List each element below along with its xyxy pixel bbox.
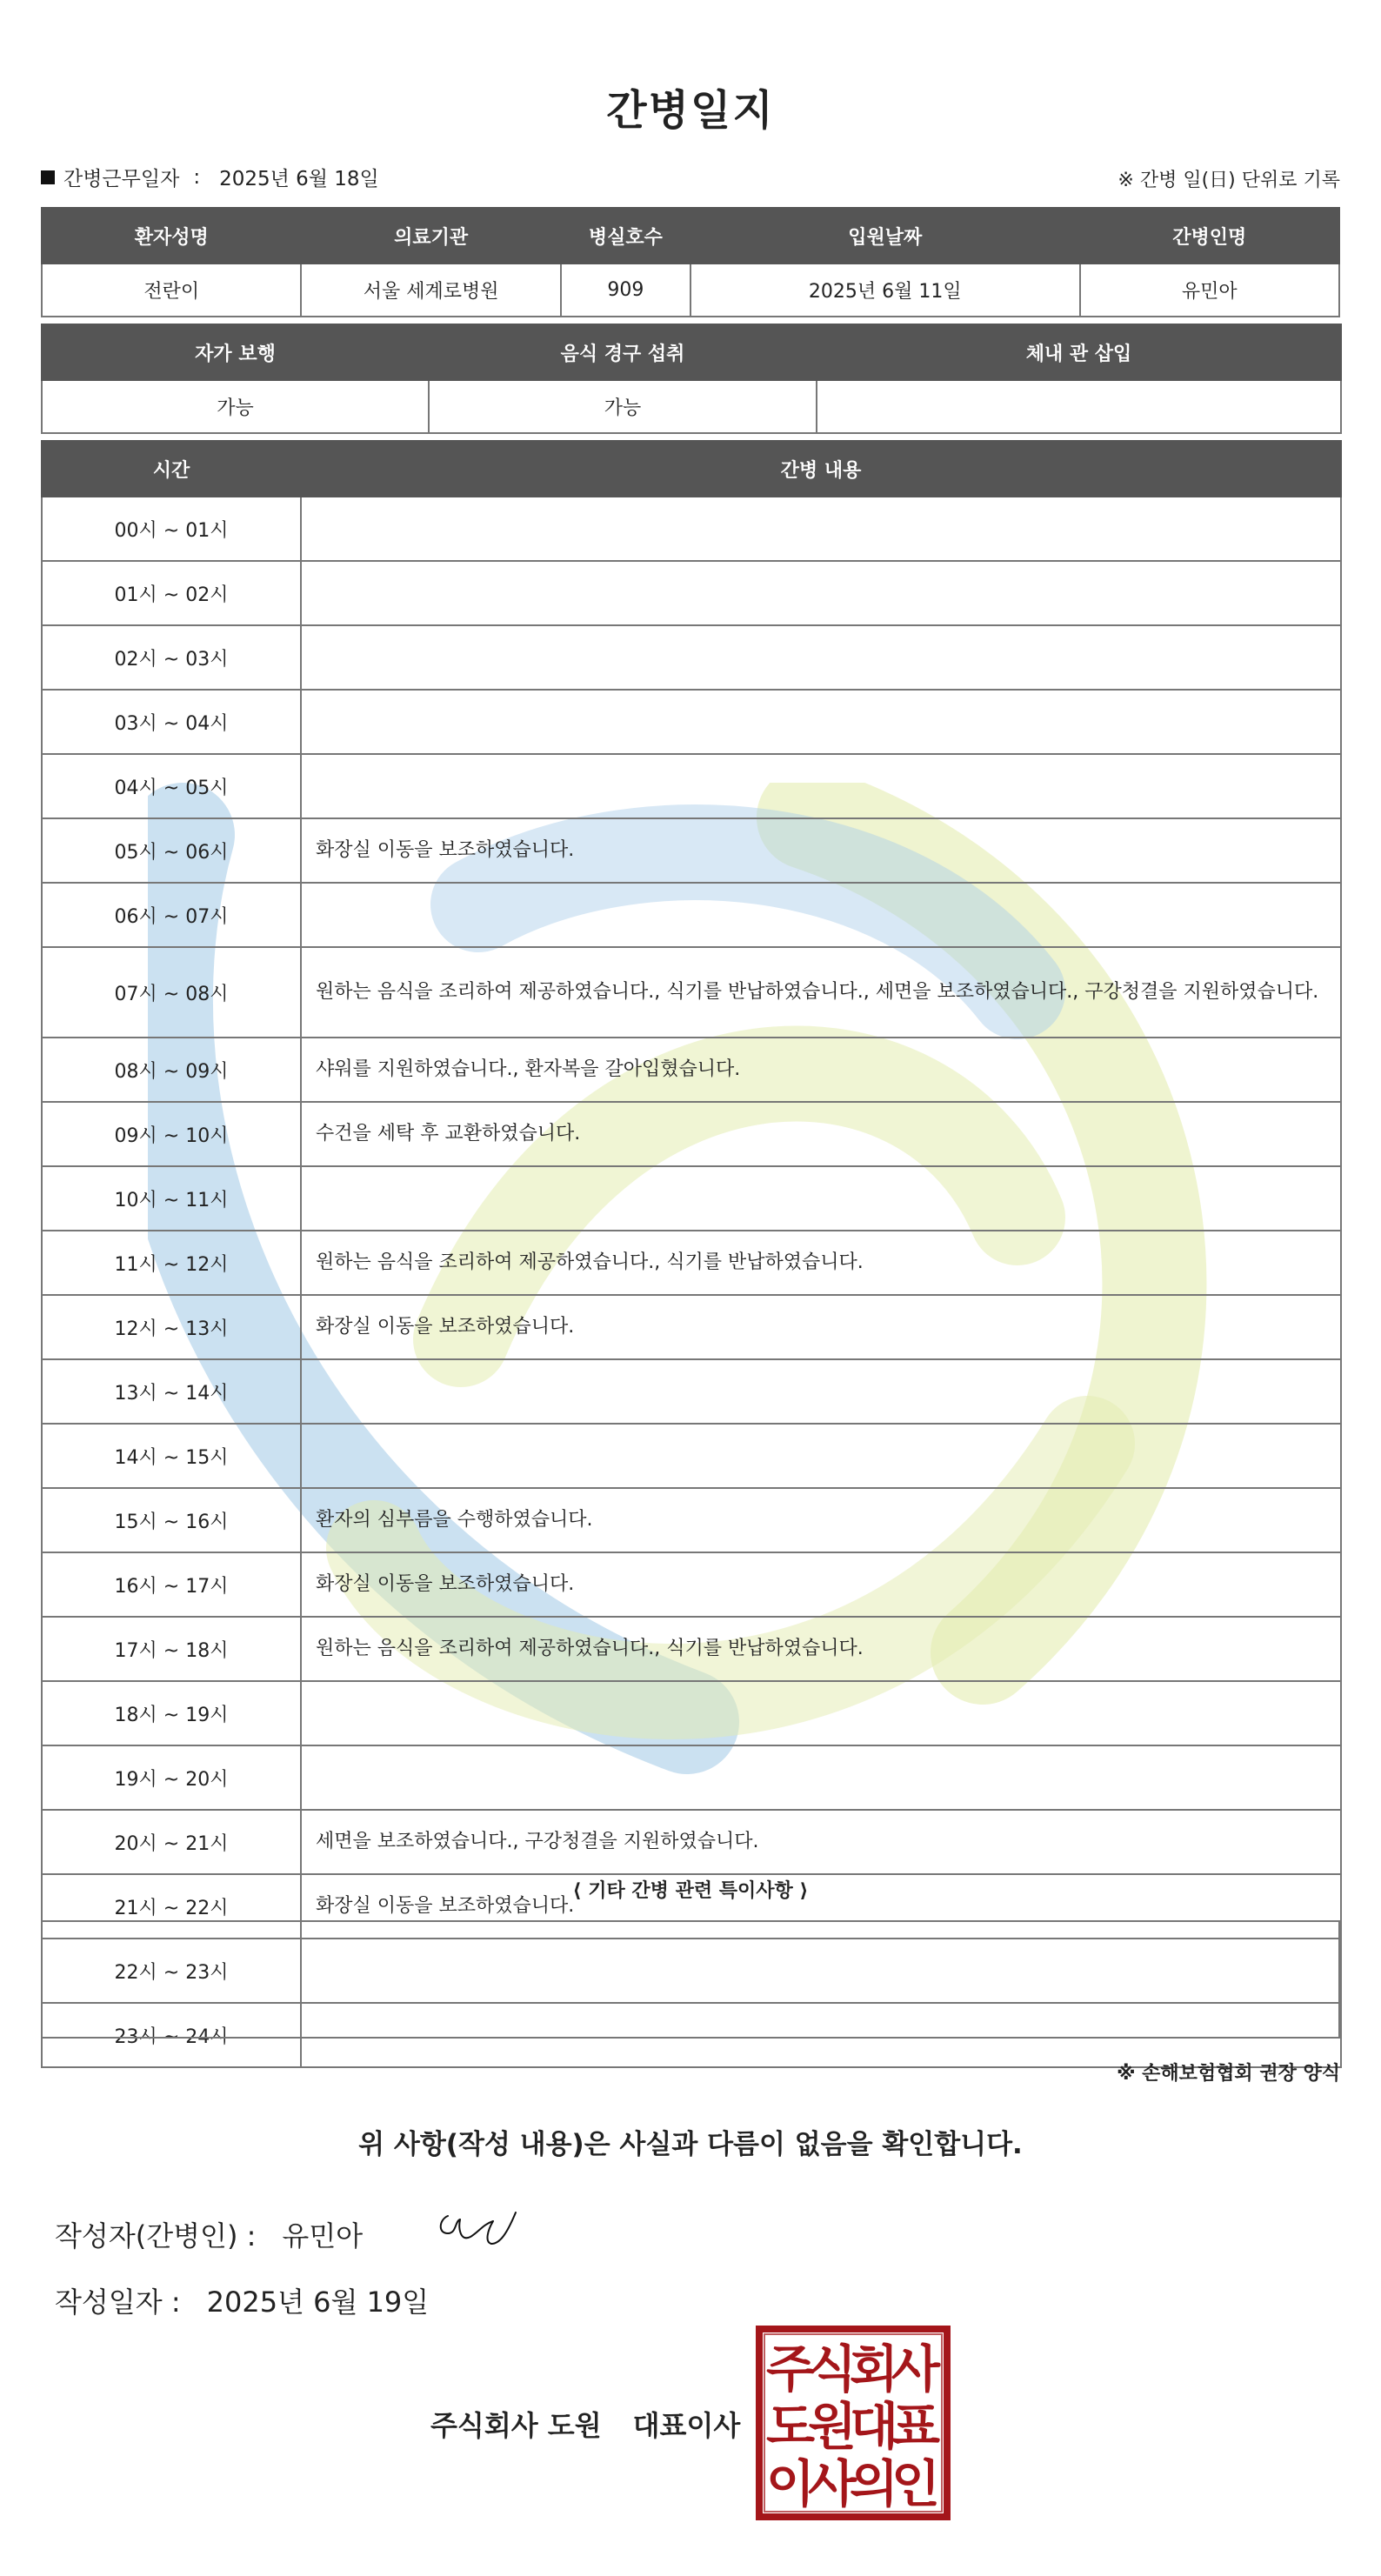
patient-info-table (41, 207, 1340, 317)
care-log-time: 13시 ~ 14시 (42, 1359, 301, 1424)
seal-glyph: 사 (807, 2454, 857, 2513)
caregiver-name: 유민아 (1080, 264, 1339, 317)
header-care-content: 간병 내용 (301, 441, 1341, 497)
care-log-time: 23시 ~ 24시 (42, 2003, 301, 2067)
seal-glyph: 의 (849, 2454, 899, 2513)
ceo-title: 대표이사 (632, 2409, 741, 2442)
care-log-content: 화장실 이동을 보조하였습니다. (301, 1552, 1341, 1617)
hospital-name: 서울 세계로병원 (301, 264, 560, 317)
seal-glyph: 도 (765, 2397, 816, 2456)
writer-name: 유민아 (282, 2219, 364, 2252)
care-log-row (42, 1102, 1341, 1166)
oral-intake-value: 가능 (429, 380, 817, 433)
confirmation-statement: 위 사항(작성 내용)은 사실과 다름이 없음을 확인합니다. (358, 2129, 1023, 2160)
company-signature-line (430, 2404, 740, 2444)
work-date-separator: : (193, 165, 201, 189)
tube-insertion-value (817, 380, 1341, 433)
room-number: 909 (561, 264, 690, 317)
care-log-row (42, 818, 1341, 883)
header-hospital: 의료기관 (301, 208, 560, 264)
care-log-content (301, 754, 1341, 818)
care-log-row (42, 754, 1341, 818)
care-log-time: 07시 ~ 08시 (42, 947, 301, 1038)
header-time: 시간 (42, 441, 301, 497)
patient-status-table (41, 324, 1342, 434)
work-date-value: 2025년 6월 18일 (219, 168, 379, 190)
care-log-row (42, 883, 1341, 947)
written-date-value: 2025년 6월 19일 (206, 2286, 430, 2319)
care-log-content (301, 1681, 1341, 1745)
header-oral-intake: 음식 경구 섭취 (429, 324, 817, 380)
header-room-number: 병실호수 (561, 208, 690, 264)
document-title: 간병일지 (606, 86, 775, 135)
care-log-time: 22시 ~ 23시 (42, 1939, 301, 2003)
seal-glyph: 원 (807, 2397, 857, 2456)
care-log-rows (42, 497, 1341, 2067)
admission-date: 2025년 6월 11일 (690, 264, 1080, 317)
care-log-time: 04시 ~ 05시 (42, 754, 301, 818)
care-log-content (301, 1424, 1341, 1488)
care-log-time: 02시 ~ 03시 (42, 625, 301, 690)
care-log-content: 환자의 심부름을 수행하였습니다. (301, 1488, 1341, 1552)
care-log-time: 16시 ~ 17시 (42, 1552, 301, 1617)
care-log-time: 01시 ~ 02시 (42, 561, 301, 625)
care-log-content: 화장실 이동을 보조하였습니다. (301, 1295, 1341, 1359)
care-log-row (42, 497, 1341, 561)
seal-glyph: 주 (765, 2339, 816, 2399)
header-self-walking: 자가 보행 (42, 324, 429, 380)
care-log-content (301, 561, 1341, 625)
care-log-row (42, 1552, 1341, 1617)
header-caregiver-name: 간병인명 (1080, 208, 1339, 264)
work-date-label: 간병근무일자 (63, 168, 180, 190)
work-date-row (41, 163, 379, 191)
seal-glyph: 표 (891, 2397, 941, 2456)
record-unit-note: ※ 간병 일(日) 단위로 기록 (1117, 170, 1340, 191)
care-log-time: 06시 ~ 07시 (42, 883, 301, 947)
header-tube-insertion: 체내 관 삽입 (817, 324, 1341, 380)
care-log-content (301, 1166, 1341, 1231)
care-log-row (42, 1810, 1341, 1874)
care-log-row (42, 1295, 1341, 1359)
care-log-content: 화장실 이동을 보조하였습니다. (301, 818, 1341, 883)
care-log-content: 수건을 세탁 후 교환하였습니다. (301, 1102, 1341, 1166)
care-log-time: 10시 ~ 11시 (42, 1166, 301, 1231)
care-log-row (42, 1488, 1341, 1552)
care-log-content: 화장실 이동을 보조하였습니다. (301, 1874, 1341, 1939)
special-notes-box (41, 1920, 1340, 2039)
company-name: 주식회사 도원 (430, 2409, 602, 2442)
writer-row (55, 2214, 363, 2254)
care-log-row (42, 1359, 1341, 1424)
care-log-time: 09시 ~ 10시 (42, 1102, 301, 1166)
care-log-time: 08시 ~ 09시 (42, 1038, 301, 1102)
self-walking-value: 가능 (42, 380, 429, 433)
special-notes-title: ⟨ 기타 간병 관련 특이사항 ⟩ (572, 1880, 809, 1902)
care-log-row (42, 1231, 1341, 1295)
care-log-row (42, 1745, 1341, 1810)
care-log-row (42, 1038, 1341, 1102)
care-log-content: 샤워를 지원하였습니다., 환자복을 갈아입혔습니다. (301, 1038, 1341, 1102)
care-log-row (42, 690, 1341, 754)
care-log-content (301, 883, 1341, 947)
care-log-row (42, 1166, 1341, 1231)
care-log-time: 05시 ~ 06시 (42, 818, 301, 883)
care-log-row (42, 947, 1341, 1038)
seal-glyph: 대 (849, 2397, 899, 2456)
company-seal-stamp (756, 2326, 951, 2520)
header-patient-name: 환자성명 (42, 208, 301, 264)
care-log-time: 14시 ~ 15시 (42, 1424, 301, 1488)
header-admission-date: 입원날짜 (690, 208, 1080, 264)
care-log-row (42, 1681, 1341, 1745)
care-log-time: 11시 ~ 12시 (42, 1231, 301, 1295)
written-date-row (55, 2280, 429, 2320)
care-log-time: 19시 ~ 20시 (42, 1745, 301, 1810)
care-log-row (42, 561, 1341, 625)
care-log-content: 원하는 음식을 조리하여 제공하였습니다., 식기를 반납하였습니다. (301, 1231, 1341, 1295)
writer-label: 작성자(간병인) : (55, 2219, 257, 2252)
care-log-time: 21시 ~ 22시 (42, 1874, 301, 1939)
care-log-time: 18시 ~ 19시 (42, 1681, 301, 1745)
written-date-label: 작성일자 : (55, 2286, 181, 2319)
care-log-time: 03시 ~ 04시 (42, 690, 301, 754)
seal-glyph: 이 (765, 2454, 816, 2513)
square-bullet-icon (41, 170, 55, 184)
care-log-content (301, 690, 1341, 754)
care-log-row (42, 625, 1341, 690)
patient-name: 전란이 (42, 264, 301, 317)
recommended-form-note: ※ 손해보험협회 권장 양식 (1117, 2063, 1340, 2085)
hourly-care-log-table (41, 440, 1342, 2068)
seal-glyph: 인 (891, 2454, 941, 2513)
care-log-row (42, 1424, 1341, 1488)
care-log-content (301, 1745, 1341, 1810)
seal-glyph: 사 (891, 2339, 941, 2399)
care-log-content (301, 625, 1341, 690)
care-log-row (42, 1617, 1341, 1681)
care-log-time: 17시 ~ 18시 (42, 1617, 301, 1681)
care-log-content (301, 1359, 1341, 1424)
care-log-time: 12시 ~ 13시 (42, 1295, 301, 1359)
care-log-time: 20시 ~ 21시 (42, 1810, 301, 1874)
care-log-time: 15시 ~ 16시 (42, 1488, 301, 1552)
seal-glyph: 식 (807, 2339, 857, 2399)
care-log-content: 세면을 보조하였습니다., 구강청결을 지원하였습니다. (301, 1810, 1341, 1874)
seal-glyph: 회 (849, 2339, 899, 2399)
care-log-content (301, 497, 1341, 561)
care-log-content: 원하는 음식을 조리하여 제공하였습니다., 식기를 반납하였습니다. (301, 1617, 1341, 1681)
handwritten-signature (432, 2199, 519, 2251)
care-log-content: 원하는 음식을 조리하여 제공하였습니다., 식기를 반납하였습니다., 세면을 보조하였습니다., 구강청결을 지원하였습니다. (301, 947, 1341, 1038)
care-log-time: 00시 ~ 01시 (42, 497, 301, 561)
